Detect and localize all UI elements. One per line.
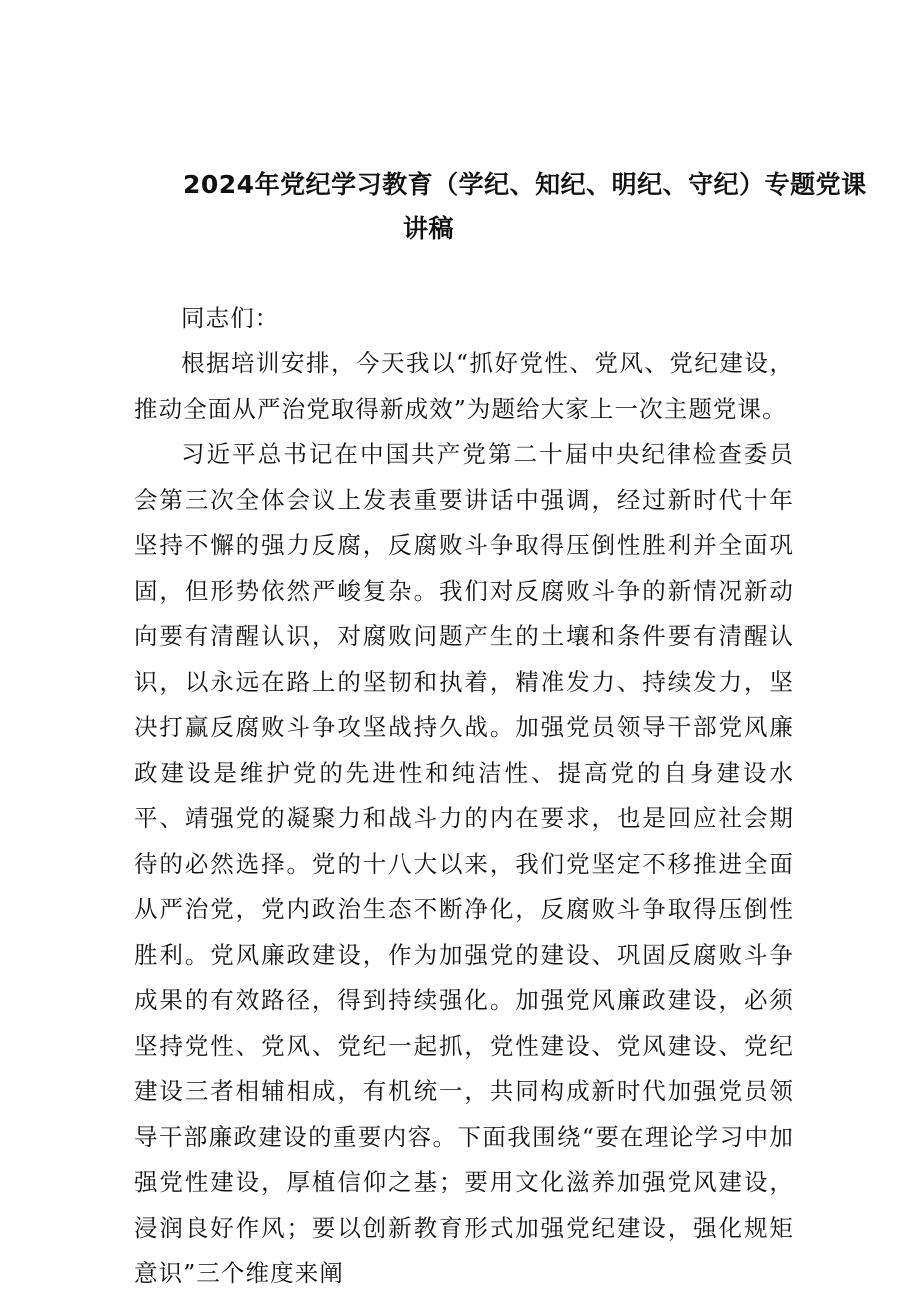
paragraph-1: 根据培训安排，今天我以“抓好党性、党风、党纪建设，推动全面从严治党取得新成效”为题给大家上一次主题党课。	[134, 349, 794, 423]
salutation: 同志们：	[181, 304, 280, 332]
document-title-line-1: 2024年党纪学习教育（学纪、知纪、明纪、守纪）专题党课	[183, 170, 867, 199]
paragraph-2: 习近平总书记在中国共产党第二十届中央纪律检查委员会第三次全体会议上发表重要讲话中强调，经过新时代十年坚持不懈的强力反腐，反腐败斗争取得压倒性胜利并全面巩固，但形势依然严峻复杂。我们对反腐败斗争的新情况新动向要有清醒认识，对腐败问题产生的土壤和条件要有清醒认识，以永远在路上的坚韧和执着，精准发力、持续发力，坚决打赢反腐败斗争攻坚战持久战。加强党员领导干部党风廉政建设是维护党的先进性和纯洁性、提高党的自身建设水平、靖强党的凝聚力和战斗力的内在要求，也是回应社会期待的必然选择。党的十八大以来，我们党坚定不移推进全面从严治党，党内政治生态不断净化，反腐败斗争取得压倒性胜利。党风廉政建设，作为加强党的建设、巩固反腐败斗争成果的有效路径，得到持续强化。加强党风廉政建设，必须坚持党性、党风、党纪一起抓，党性建设、党风建设、党纪建设三者相辅相成，有机统一，共同构成新时代加强党员领导干部廉政建设的重要内容。下面我围绕“要在理论学习中加强党性建设，厚植信仰之基；要用文化滋养加强党风建设，浸润良好作风；要以创新教育形式加强党纪建设，强化规矩意识”三个维度来阐	[134, 440, 794, 1287]
document-title-line-2: 讲稿	[403, 214, 455, 243]
